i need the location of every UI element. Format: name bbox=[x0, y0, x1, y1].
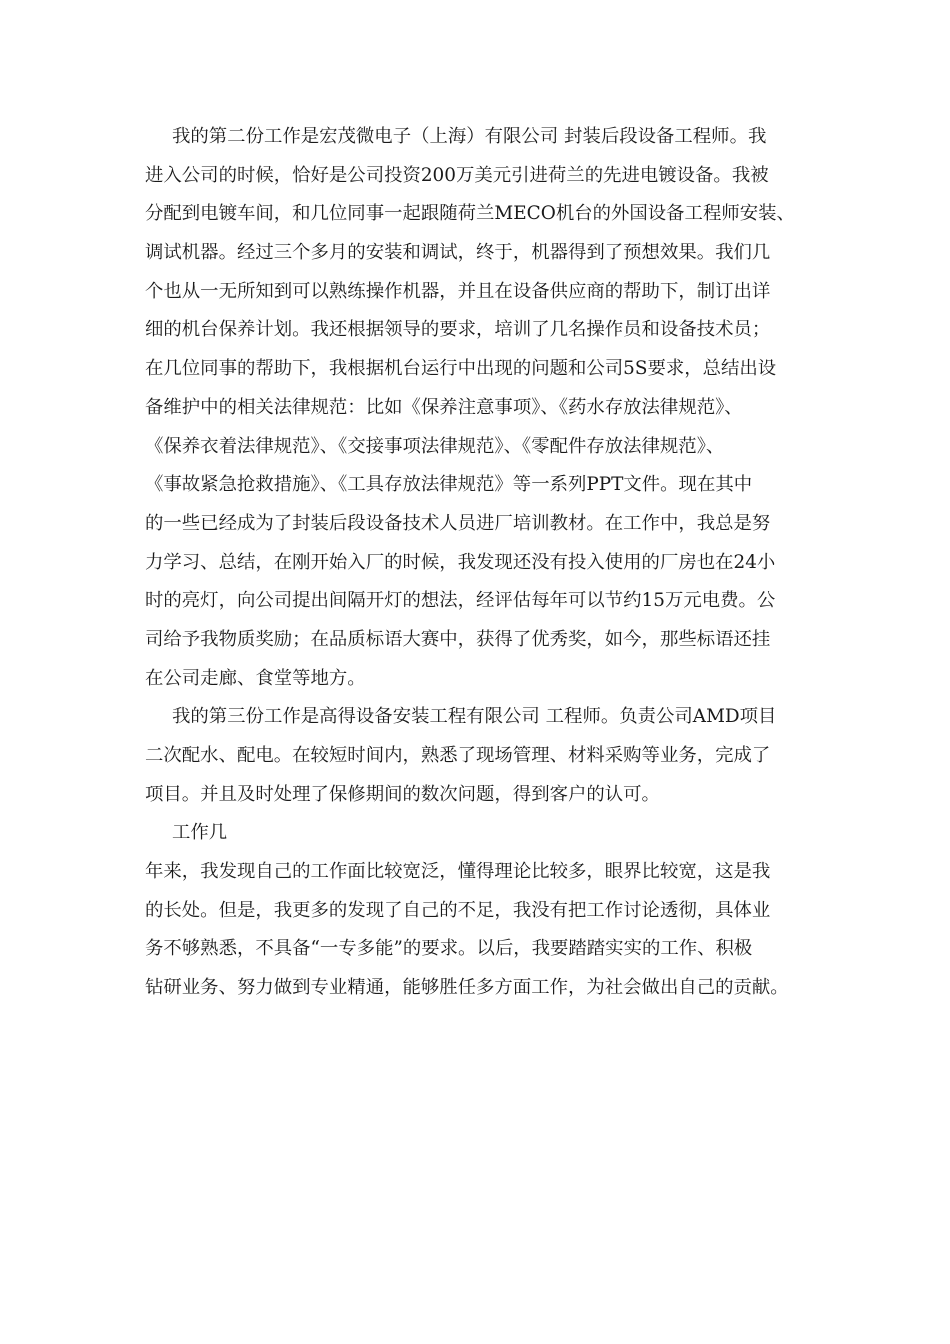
paragraph-line: 在几位同事的帮助下，我根据机台运行中出现的问题和公司5S要求，总结出设 bbox=[145, 358, 777, 380]
paragraph-line: 调试机器。经过三个多月的安装和调试，终于，机器得到了预想效果。我们几 bbox=[145, 242, 771, 264]
paragraph-line: 分配到电镀车间，和几位同事一起跟随荷兰MECO机台的外国设备工程师安装、 bbox=[145, 203, 795, 225]
paragraph-line: 司给予我物质奖励；在品质标语大赛中，获得了优秀奖，如今，那些标语还挂 bbox=[145, 628, 771, 650]
paragraph-line: 在公司走廊、食堂等地方。 bbox=[145, 667, 366, 689]
paragraph-line: 年来，我发现自己的工作面比较宽泛，懂得理论比较多，眼界比较宽，这是我 bbox=[145, 861, 771, 883]
paragraph-line: 钻研业务、努力做到专业精通，能够胜任多方面工作，为社会做出自己的贡献。 bbox=[145, 977, 789, 999]
paragraph-line: 务不够熟悉，不具备“一专多能”的要求。以后，我要踏踏实实的工作、积极 bbox=[145, 938, 753, 960]
paragraph-line: 备维护中的相关法律规范：比如《保养注意事项》、《药水存放法律规范》、 bbox=[145, 396, 743, 418]
paragraph-line: 个也从一无所知到可以熟练操作机器，并且在设备供应商的帮助下，制订出详 bbox=[145, 280, 771, 302]
paragraph-line: 《事故紧急抢救措施》、《工具存放法律规范》等一系列PPT文件。现在其中 bbox=[145, 474, 753, 496]
paragraph-line: 的一些已经成为了封装后段设备技术人员进厂培训教材。在工作中，我总是努 bbox=[145, 512, 771, 534]
paragraph-line: 项目。并且及时处理了保修期间的数次问题，得到客户的认可。 bbox=[145, 783, 660, 805]
paragraph-line: 力学习、总结，在刚开始入厂的时候，我发现还没有投入使用的厂房也在24小 bbox=[145, 551, 776, 573]
paragraph-line: 我的第三份工作是高得设备安装工程有限公司 工程师。负责公司AMD项目 bbox=[172, 706, 777, 728]
paragraph-line: 的长处。但是，我更多的发现了自己的不足，我没有把工作讨论透彻，具体业 bbox=[145, 899, 771, 921]
paragraph-line: 《保养衣着法律规范》、《交接事项法律规范》、《零配件存放法律规范》、 bbox=[145, 435, 725, 457]
paragraph-line: 二次配水、配电。在较短时间内，熟悉了现场管理、材料采购等业务，完成了 bbox=[145, 745, 771, 766]
paragraph-line: 时的亮灯，向公司提出间隔开灯的想法，经评估每年可以节约15万元电费。公 bbox=[145, 590, 776, 612]
paragraph-line: 我的第二份工作是宏茂微电子（上海）有限公司 封装后段设备工程师。我 bbox=[172, 126, 767, 147]
paragraph-line: 工作几 bbox=[172, 822, 228, 844]
paragraph-line: 细的机台保养计划。我还根据领导的要求，培训了几名操作员和设备技术员； bbox=[145, 319, 771, 341]
document-body bbox=[145, 118, 810, 1008]
paragraph-line: 进入公司的时候，恰好是公司投资200万美元引进荷兰的先进电镀设备。我被 bbox=[145, 164, 769, 186]
